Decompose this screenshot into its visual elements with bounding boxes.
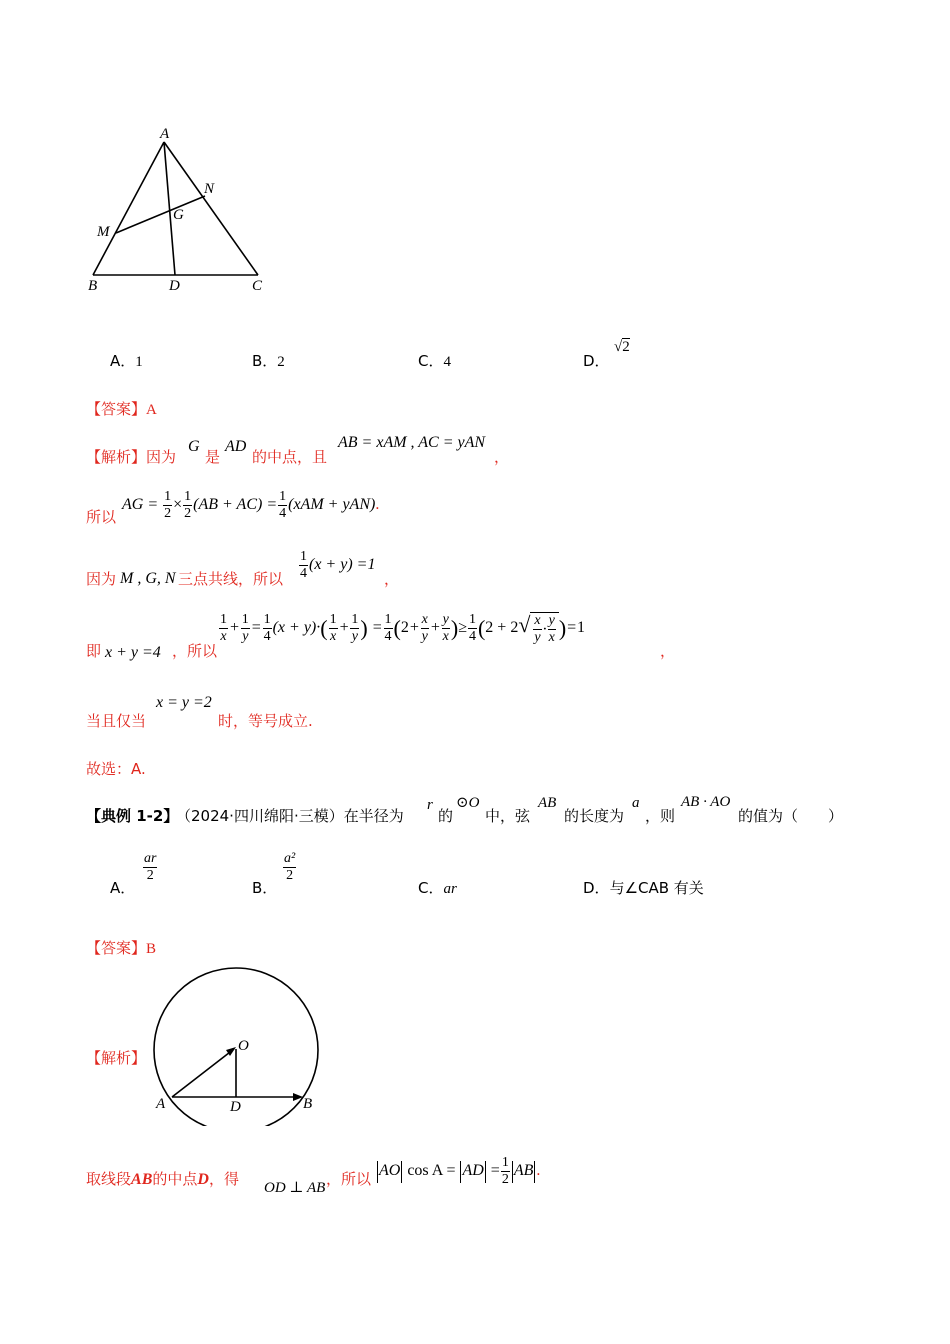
option-letter: D．	[583, 879, 610, 897]
option-letter: D．	[583, 352, 610, 370]
times-sign: ×	[173, 496, 183, 514]
points-mgn: M , G, N	[120, 570, 176, 587]
option-letter: C．	[418, 879, 444, 897]
q1-option-b	[252, 350, 285, 371]
q2-of: 的	[438, 807, 454, 825]
label-a: A	[160, 126, 170, 142]
segment-ab: AB	[131, 1171, 153, 1188]
ag-lhs: AG =	[122, 496, 159, 514]
equals: =	[266, 496, 278, 514]
answer-tag: 【答案】	[86, 939, 147, 957]
fraction-quarter: $\frac{1}{4}$	[300, 549, 307, 581]
fraction-half: $\frac{1}{2}$	[501, 1155, 509, 1187]
triangle-figure	[80, 118, 280, 298]
segment-mn	[116, 196, 205, 233]
q1-option-c	[418, 350, 451, 371]
q2-r: r	[427, 797, 433, 813]
analysis-2-line-1	[86, 1168, 239, 1189]
answer-tag: 【答案】	[86, 400, 147, 418]
analysis-tag: 【解析】	[86, 448, 147, 466]
ag-expression	[122, 490, 379, 521]
abs-ad: AD	[462, 1162, 484, 1180]
label-b: B	[303, 1096, 313, 1112]
midpoint-text: 的中点	[152, 1170, 198, 1188]
point-g: G	[188, 438, 200, 455]
q2-tag: 【典例 1-2】	[86, 807, 179, 825]
analysis-1-line-1	[86, 446, 176, 467]
fraction-quarter: $\frac{1}{4}$	[279, 489, 287, 521]
q2-option-d	[583, 877, 704, 898]
fraction: $\frac{1}{y}$	[241, 612, 249, 644]
equality-holds: 时，等号成立.	[218, 712, 313, 730]
analysis-2-tag: 【解析】	[86, 1049, 147, 1067]
option-value: 4	[443, 354, 451, 370]
od-perp-ab: OD ⊥ AB	[264, 1180, 326, 1196]
side-ab	[93, 142, 164, 275]
collinear-text: 三点共线，所以	[178, 570, 284, 588]
circle-figure	[150, 966, 330, 1126]
answer-value: A	[146, 402, 157, 418]
fraction-half: $\frac{1}{2}$	[164, 489, 172, 521]
midpoint-text: 的中点，且	[252, 448, 328, 466]
answer-1	[86, 398, 157, 419]
label-c: C	[252, 278, 263, 294]
q2-in: 中，弦	[485, 807, 531, 825]
option-letter: B．	[252, 879, 278, 897]
option-fraction: $\frac{ar}{2}$	[144, 851, 157, 883]
q1-option-d	[583, 339, 630, 371]
x-plus-y-eq-1: (x + y) =1	[309, 556, 376, 574]
q2-ab: AB	[538, 795, 557, 811]
get-text: ，得	[208, 1170, 239, 1188]
option-letter: C．	[418, 352, 444, 370]
inequality-chain: $\frac{1}{x}$ + $\frac{1}{y}$ = $\frac{1}{4}$ (x + y)·( $\frac{1}{x}$ + $\frac{1}{y}$ ) = $\frac{1}{4}$ (2+ $\frac{x}{y}$ + $\frac{y}{x}$ )≥ $\frac{1}{4}$ (2 + 2 √ $\frac{x}{y}$ · $\frac{y}{x}$ )=1	[220, 612, 585, 645]
q2-option-b	[252, 851, 296, 897]
q2-option-a	[110, 851, 157, 897]
option-value: 与∠CAB 有关	[609, 879, 704, 897]
sum-ab-ac: (AB + AC)	[193, 496, 263, 514]
cos-a: cos A =	[407, 1162, 456, 1180]
option-value: 1	[135, 354, 143, 370]
collinear-condition	[298, 550, 375, 581]
q2-value: 的值为（ ）	[738, 807, 844, 825]
because-text-2: 因为	[86, 570, 117, 588]
so-text: 所以	[86, 508, 117, 526]
fraction: $\frac{1}{4}$	[263, 612, 271, 644]
equality-condition: x = y =2	[156, 694, 212, 711]
comma: ，	[384, 570, 400, 588]
is-text: 是	[205, 448, 221, 466]
point-d: D	[197, 1171, 209, 1188]
comma: ，	[660, 642, 676, 660]
ji-text: 即	[86, 642, 102, 660]
segment-ad: AD	[225, 438, 247, 455]
because-text: 因为	[146, 448, 177, 466]
take-text: 取线段	[86, 1170, 132, 1188]
q2-source: （2024·四川绵阳·三模）在半径为	[176, 807, 404, 825]
q2-option-c	[418, 877, 457, 898]
q2-a: a	[632, 795, 640, 811]
when-text: 当且仅当	[86, 712, 147, 730]
x-plus-y-eq-4: x + y =4	[105, 644, 161, 661]
option-value: 2	[277, 354, 285, 370]
label-b: B	[88, 278, 98, 294]
fraction: $\frac{1}{x}$	[220, 612, 227, 644]
option-letter: A．	[110, 352, 136, 370]
period: .	[375, 496, 380, 514]
q2-len: 的长度为	[564, 807, 625, 825]
projection-expression	[376, 1156, 540, 1187]
label-d: D	[169, 278, 180, 294]
so-text-2: ，所以	[172, 642, 218, 660]
choose-text: 故选：A.	[86, 760, 146, 778]
option-value: ar	[443, 881, 457, 897]
option-letter: B．	[252, 352, 278, 370]
q2-circle: ⊙O	[456, 795, 480, 811]
label-g: G	[173, 207, 184, 223]
q1-option-a	[110, 350, 143, 371]
q2-dot-product: AB · AO	[681, 794, 731, 810]
label-a: A	[156, 1096, 166, 1112]
label-m: M	[97, 224, 110, 240]
option-letter: A．	[110, 879, 136, 897]
so-text-3: ，所以	[326, 1170, 372, 1188]
vector-relations: AB = xAM , AC = yAN	[338, 434, 486, 451]
sum-xam-yan: (xAM + yAN)	[288, 496, 376, 514]
vector-ao	[172, 1049, 234, 1097]
label-n: N	[204, 181, 215, 197]
sqrt: √ $\frac{x}{y}$ · $\frac{y}{x}$	[518, 612, 559, 645]
label-o: O	[238, 1038, 249, 1054]
equals: =	[490, 1162, 500, 1180]
abs-ao: AO	[379, 1162, 401, 1180]
comma: ，	[494, 448, 510, 466]
sqrt-two: √2	[614, 339, 630, 355]
answer-2	[86, 937, 156, 958]
answer-value: B	[146, 941, 157, 957]
q2-then: ，则	[645, 807, 676, 825]
period: .	[536, 1162, 541, 1180]
abs-ab: AB	[513, 1162, 534, 1180]
label-d: D	[230, 1099, 241, 1115]
fraction-half: $\frac{1}{2}$	[184, 489, 192, 521]
option-fraction: $\frac{\text{a²}}{2}$	[284, 851, 296, 883]
